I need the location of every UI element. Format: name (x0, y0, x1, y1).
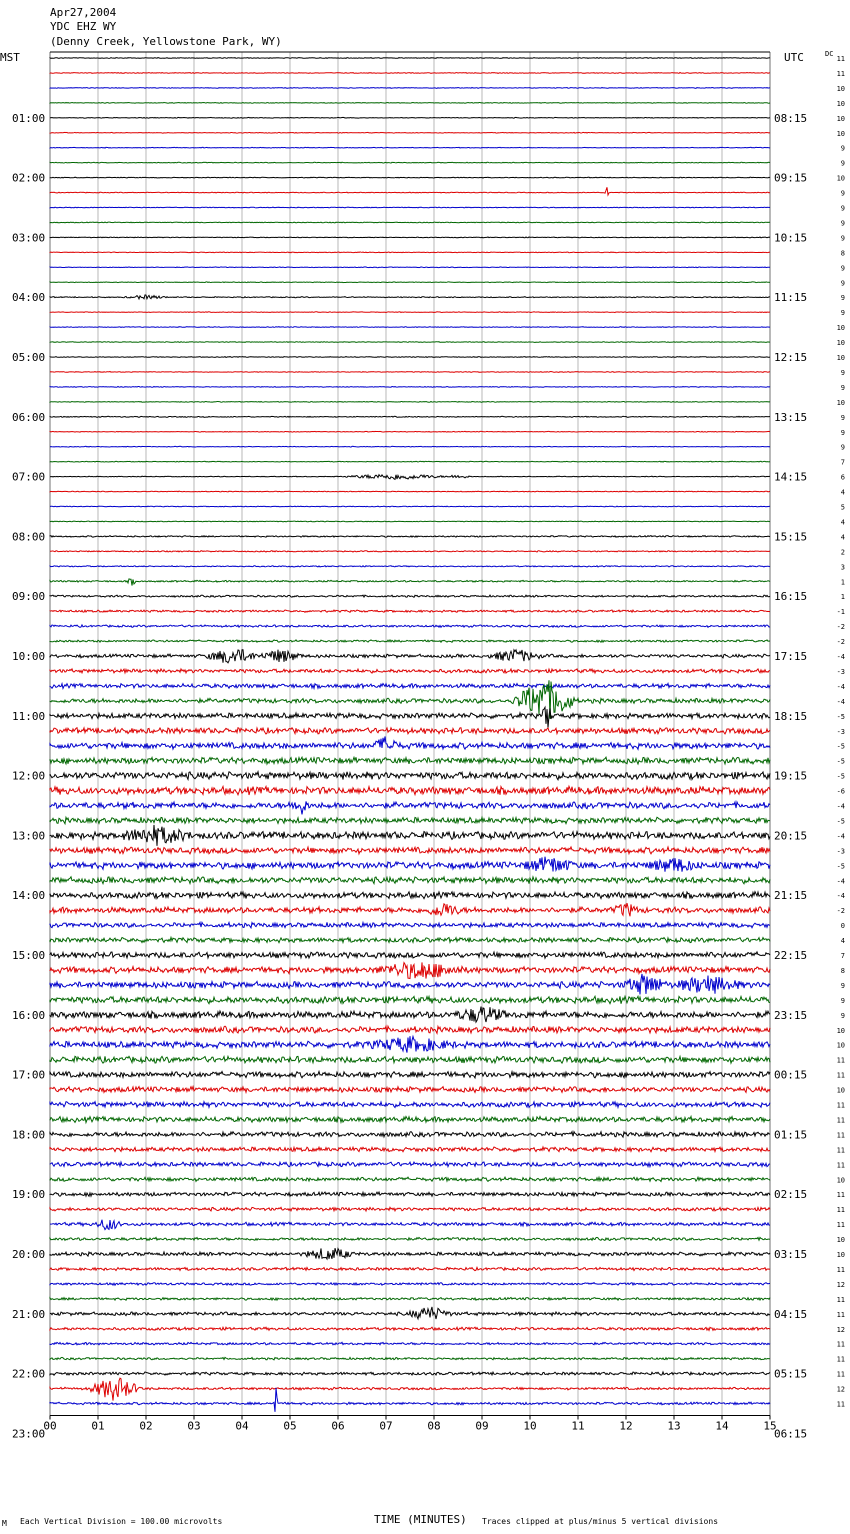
left-hour-label: 13:00 (12, 829, 46, 843)
right-hour-label: 16:15 (774, 590, 808, 604)
trace-row-69 (50, 1087, 770, 1093)
right-hour-label: 12:15 (774, 351, 808, 364)
dc-offset-label: 11 (836, 1146, 845, 1155)
dc-offset-label: -5 (836, 772, 845, 781)
right-hour-label: 22:15 (774, 949, 808, 962)
trace-row-75 (50, 1177, 770, 1181)
header-date: Apr27,2004 (50, 6, 117, 19)
x-tick-label: 02 (139, 1419, 153, 1433)
trace-row-65 (50, 1026, 770, 1033)
trace-row-89 (50, 1378, 770, 1401)
trace-row-9 (50, 187, 770, 195)
trace-row-31 (50, 521, 770, 522)
dc-offset-label: 9 (840, 219, 845, 228)
trace-row-84 (50, 1307, 770, 1319)
trace-row-21 (50, 372, 770, 373)
right-hour-label: 20:15 (774, 829, 808, 843)
dc-offset-label: 10 (836, 1251, 845, 1259)
left-hour-label: 08:00 (12, 530, 46, 544)
trace-row-26 (50, 446, 770, 447)
dc-offset-label: -3 (836, 667, 845, 676)
x-tick-label: 15 (763, 1419, 777, 1433)
x-tick-label: 13 (667, 1419, 681, 1433)
trace-row-6 (50, 147, 770, 148)
right-hour-label: 10:15 (774, 231, 808, 245)
x-axis-ticks (43, 1416, 776, 1433)
trace-row-90 (50, 1388, 770, 1412)
left-hour-label: 17:00 (12, 1068, 46, 1082)
dc-offset-label: 11 (836, 1266, 845, 1274)
trace-row-5 (50, 132, 770, 133)
dc-offset-label: 12 (836, 1385, 845, 1394)
trace-row-15 (50, 282, 770, 283)
dc-offset-label: 11 (836, 70, 845, 78)
right-hour-label: 23:15 (774, 1008, 808, 1022)
trace-row-29 (50, 491, 770, 492)
dc-offset-label: 9 (840, 413, 845, 422)
trace-row-19 (50, 342, 770, 343)
left-hour-label: 20:00 (12, 1248, 46, 1261)
dc-offset-label: 9 (840, 234, 845, 243)
left-timezone: MST (0, 51, 20, 64)
dc-offset-label: 3 (840, 563, 845, 572)
trace-row-14 (50, 267, 770, 268)
right-hour-label: 21:15 (774, 889, 808, 903)
dc-offset-label: 10 (836, 99, 845, 108)
right-hour-label: 17:15 (774, 650, 808, 663)
trace-row-83 (50, 1298, 770, 1301)
trace-row-55 (50, 877, 770, 884)
dc-offset-label: 9 (840, 996, 845, 1005)
trace-rows (50, 58, 770, 1412)
dc-offset-label: 8 (840, 966, 845, 975)
trace-row-67 (50, 1056, 770, 1063)
dc-offset-label: -4 (836, 802, 845, 811)
dc-offset-label: 7 (840, 952, 845, 960)
dc-offset-label: 11 (836, 1206, 845, 1215)
right-hour-label: 14:15 (774, 470, 808, 484)
trace-row-7 (50, 162, 770, 163)
trace-row-28 (50, 475, 770, 480)
x-tick-label: 12 (619, 1419, 633, 1433)
trace-row-41 (50, 669, 770, 673)
left-hour-label: 23:00 (12, 1427, 46, 1441)
dc-offset-label: 8 (840, 249, 845, 258)
trace-row-33 (50, 551, 770, 552)
dc-offset-label: -4 (836, 682, 845, 691)
trace-row-64 (50, 1007, 770, 1023)
dc-offset-label: 6 (840, 473, 845, 482)
x-tick-label: 04 (235, 1419, 249, 1433)
dc-offset-label: 11 (836, 1071, 845, 1080)
dc-offset-label: 9 (840, 144, 845, 153)
trace-row-40 (50, 650, 770, 663)
trace-row-8 (50, 177, 770, 178)
left-hour-label: 18:00 (12, 1128, 46, 1142)
dc-offset-label: 11 (836, 1056, 845, 1065)
trace-row-74 (50, 1162, 770, 1167)
dc-offset-label: 10 (836, 174, 845, 183)
trace-row-53 (50, 847, 770, 854)
dc-offset-label: 9 (840, 189, 845, 198)
dc-offset-label: 10 (836, 114, 845, 123)
right-hour-label: 19:15 (774, 769, 808, 783)
dc-offset-label: 2 (840, 548, 845, 557)
trace-row-81 (50, 1267, 770, 1270)
dc-offset-label: -4 (836, 832, 845, 841)
trace-row-1 (50, 73, 770, 74)
trace-row-48 (50, 772, 770, 780)
dc-offset-label: 12 (836, 1325, 845, 1334)
dc-offset-labels (837, 55, 845, 1409)
right-hour-label: 02:15 (774, 1188, 808, 1202)
trace-row-82 (50, 1283, 770, 1286)
dc-offset-label: 9 (840, 428, 845, 437)
dc-offset-label: 10 (836, 398, 845, 407)
dc-offset-label: -2 (836, 623, 845, 632)
trace-row-10 (50, 207, 770, 208)
trace-row-56 (50, 892, 770, 899)
dc-offset-label: 10 (836, 339, 845, 348)
trace-row-70 (50, 1102, 770, 1108)
dc-offset-label: 4 (840, 533, 845, 542)
left-hour-label: 04:00 (12, 291, 46, 305)
dc-offset-label: 11 (836, 1355, 845, 1364)
dc-offset-label: 10 (836, 1041, 845, 1050)
x-tick-label: 14 (715, 1419, 729, 1433)
dc-offset-label: -5 (836, 757, 845, 766)
x-tick-label: 06 (331, 1419, 345, 1433)
trace-row-11 (50, 222, 770, 223)
dc-offset-label: -5 (836, 742, 845, 751)
footer-clip-note: Traces clipped at plus/minus 5 vertical divisions (482, 1517, 719, 1526)
trace-row-59 (50, 937, 770, 942)
trace-row-23 (50, 402, 770, 403)
header-location: (Denny Creek, Yellowstone Park, WY) (50, 35, 282, 48)
dc-offset-label: 4 (840, 488, 845, 497)
dc-offset-label: 11 (836, 1340, 845, 1349)
left-hour-label: 21:00 (12, 1307, 46, 1321)
dc-offset-label: 11 (836, 1116, 845, 1125)
minute-gridlines (50, 52, 770, 1416)
left-hour-labels (12, 112, 45, 1441)
dc-offset-label: 7 (840, 458, 845, 467)
dc-offset-label: 9 (840, 383, 845, 392)
dc-offset-label: -5 (836, 712, 845, 721)
dc-offset-label: 9 (840, 279, 845, 288)
trace-row-78 (50, 1220, 770, 1230)
right-hour-label: 00:15 (774, 1068, 808, 1082)
dc-offset-label: 10 (836, 354, 845, 362)
trace-row-79 (50, 1237, 770, 1240)
dc-offset-label: 9 (840, 159, 845, 168)
trace-row-52 (50, 825, 770, 846)
x-tick-label: 00 (43, 1419, 57, 1433)
dc-offset-label: -4 (836, 653, 845, 661)
dc-offset-label: -2 (836, 638, 845, 646)
dc-offset-label: 9 (840, 204, 845, 213)
dc-offset-label: -4 (836, 892, 845, 901)
x-tick-label: 03 (187, 1419, 201, 1433)
dc-offset-label: 1 (840, 578, 845, 587)
trace-row-24 (50, 416, 770, 417)
dc-offset-label: 9 (840, 443, 845, 452)
dc-offset-label: 9 (840, 309, 845, 318)
right-hour-label: 03:15 (774, 1248, 808, 1261)
trace-row-61 (50, 962, 770, 978)
dc-offset-label: -6 (836, 787, 845, 796)
trace-row-88 (50, 1372, 770, 1375)
x-tick-label: 07 (379, 1419, 393, 1433)
trace-row-47 (50, 757, 770, 764)
trace-row-2 (50, 88, 770, 89)
dc-offset-label: 10 (836, 324, 845, 333)
dc-offset-label: 11 (836, 1370, 845, 1379)
x-axis-title: TIME (MINUTES) (374, 1513, 467, 1526)
dc-offset-label: 11 (836, 1131, 845, 1140)
x-tick-label: 10 (523, 1419, 537, 1433)
trace-row-20 (50, 357, 770, 358)
trace-row-16 (50, 295, 770, 299)
x-tick-label: 08 (427, 1419, 441, 1433)
dc-offset-label: 11 (836, 55, 845, 63)
trace-row-38 (50, 625, 770, 627)
dc-offset-label: 10 (836, 1086, 845, 1095)
left-hour-label: 10:00 (12, 650, 46, 663)
left-hour-label: 05:00 (12, 351, 46, 364)
trace-row-49 (50, 786, 770, 795)
trace-row-46 (50, 736, 770, 749)
x-tick-label: 05 (283, 1419, 297, 1433)
dc-offset-label: 10 (836, 84, 845, 93)
dc-offset-label: 5 (840, 503, 845, 512)
left-hour-label: 16:00 (12, 1008, 46, 1022)
left-hour-label: 15:00 (12, 949, 46, 962)
trace-row-25 (50, 431, 770, 432)
left-hour-label: 09:00 (12, 590, 46, 604)
trace-row-39 (50, 640, 770, 642)
trace-row-73 (50, 1147, 770, 1152)
trace-row-27 (50, 461, 770, 462)
dc-offset-label: -1 (836, 608, 845, 617)
trace-row-17 (50, 312, 770, 313)
right-timezone: UTC (784, 51, 804, 64)
trace-row-13 (50, 252, 770, 253)
trace-row-4 (50, 117, 770, 118)
dc-header: DC (825, 50, 834, 58)
right-hour-label: 13:15 (774, 410, 808, 424)
dc-offset-label: 9 (840, 294, 845, 303)
right-hour-label: 05:15 (774, 1367, 808, 1381)
dc-offset-label: 9 (840, 368, 845, 377)
dc-offset-label: 9 (840, 1011, 845, 1020)
dc-offset-label: 10 (836, 1026, 845, 1035)
left-hour-label: 14:00 (12, 889, 46, 903)
right-hour-label: 08:15 (774, 111, 808, 125)
dc-offset-label: -2 (836, 907, 845, 916)
left-hour-label: 11:00 (12, 709, 46, 723)
dc-offset-label: 11 (836, 1400, 845, 1409)
right-hour-labels (774, 112, 807, 1441)
dc-offset-label: -3 (836, 847, 845, 856)
left-hour-label: 02:00 (12, 171, 46, 185)
dc-offset-label: -4 (836, 877, 845, 886)
dc-offset-label: 10 (836, 129, 845, 138)
dc-offset-label: 11 (836, 1310, 845, 1319)
trace-row-68 (50, 1072, 770, 1078)
dc-offset-label: -4 (836, 697, 845, 706)
trace-row-50 (50, 801, 770, 814)
trace-row-35 (50, 579, 770, 586)
dc-offset-label: 0 (840, 922, 845, 931)
trace-row-34 (50, 566, 770, 567)
x-tick-label: 11 (571, 1419, 585, 1433)
trace-row-42 (50, 684, 770, 689)
trace-row-22 (50, 387, 770, 388)
left-hour-label: 03:00 (12, 231, 46, 245)
footer-scale-note: Each Vertical Division = 100.00 microvolts (20, 1517, 223, 1526)
trace-row-66 (50, 1036, 770, 1052)
dc-offset-label: 10 (836, 1236, 845, 1244)
trace-row-44 (50, 707, 770, 727)
trace-row-45 (50, 728, 770, 734)
trace-row-3 (50, 102, 770, 103)
dc-offset-label: 11 (836, 1191, 845, 1200)
dc-offset-label: 4 (840, 518, 845, 527)
right-hour-label: 01:15 (774, 1128, 808, 1142)
dc-offset-label: 11 (836, 1101, 845, 1110)
trace-row-60 (50, 952, 770, 958)
trace-row-85 (50, 1327, 770, 1330)
trace-row-30 (50, 506, 770, 507)
trace-row-32 (50, 536, 770, 538)
dc-offset-label: 10 (836, 1176, 845, 1185)
left-hour-label: 01:00 (12, 111, 46, 125)
trace-row-86 (50, 1342, 770, 1345)
trace-row-36 (50, 595, 770, 597)
dc-offset-label: 11 (836, 1161, 845, 1170)
dc-offset-label: 1 (840, 593, 845, 602)
trace-row-77 (50, 1207, 770, 1211)
trace-row-63 (50, 996, 770, 1003)
left-hour-label: 19:00 (12, 1188, 46, 1202)
right-hour-label: 09:15 (774, 171, 808, 185)
trace-row-0 (50, 58, 770, 59)
trace-row-12 (50, 237, 770, 238)
dc-offset-label: 4 (840, 937, 845, 945)
dc-offset-label: 9 (840, 264, 845, 273)
dc-offset-label: 11 (836, 1295, 845, 1304)
trace-row-57 (50, 903, 770, 916)
right-hour-label: 04:15 (774, 1307, 808, 1321)
trace-row-54 (50, 857, 770, 872)
dc-offset-label: 12 (836, 1280, 845, 1289)
trace-row-80 (50, 1248, 770, 1259)
trace-row-72 (50, 1132, 770, 1138)
dc-offset-label: -5 (836, 817, 845, 826)
right-hour-label: 11:15 (774, 291, 808, 305)
left-hour-label: 22:00 (12, 1367, 46, 1381)
x-tick-label: 01 (91, 1419, 105, 1433)
left-hour-label: 07:00 (12, 470, 46, 484)
dc-offset-label: -3 (836, 727, 845, 736)
trace-row-71 (50, 1117, 770, 1123)
trace-row-76 (50, 1192, 770, 1196)
trace-row-87 (50, 1357, 770, 1360)
footer-corner-mark: M (2, 1519, 7, 1528)
trace-row-51 (50, 817, 770, 824)
dc-offset-label: 11 (836, 1221, 845, 1230)
trace-row-37 (50, 610, 770, 612)
left-hour-label: 06:00 (12, 410, 46, 424)
dc-offset-label: 9 (840, 981, 845, 990)
x-tick-label: 09 (475, 1419, 489, 1433)
right-hour-label: 06:15 (774, 1427, 808, 1441)
right-hour-label: 18:15 (774, 709, 808, 723)
left-hour-label: 12:00 (12, 769, 46, 783)
trace-row-58 (50, 922, 770, 927)
trace-row-18 (50, 327, 770, 328)
right-hour-label: 15:15 (774, 530, 808, 544)
header-station: YDC EHZ WY (50, 20, 117, 33)
dc-offset-label: -5 (836, 862, 845, 871)
